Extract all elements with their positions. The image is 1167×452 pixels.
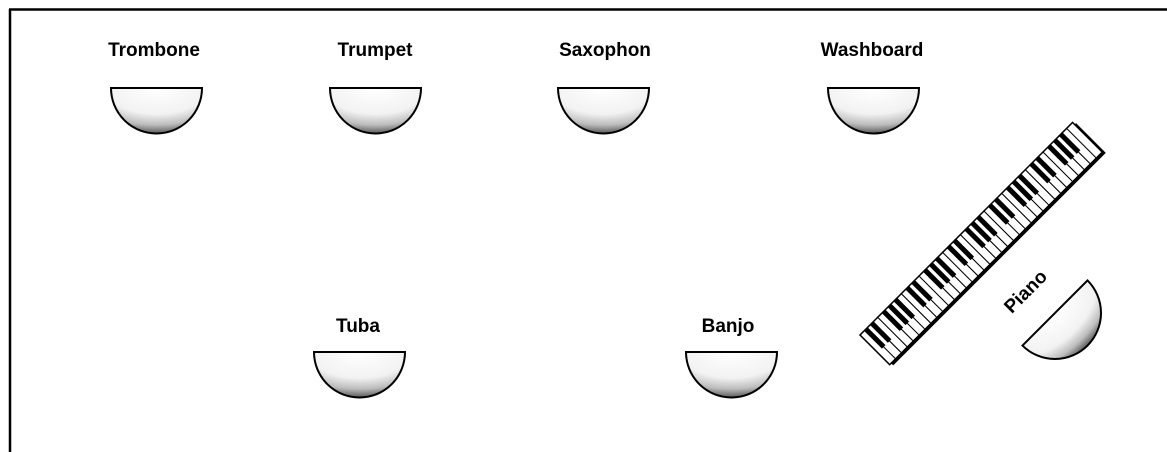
banjo-seat-icon	[686, 352, 777, 397]
tuba-seat-icon	[314, 352, 405, 397]
washboard-seat-icon	[828, 88, 919, 134]
instrument-trombone	[108, 40, 202, 134]
instrument-piano	[860, 121, 1120, 378]
instrument-washboard	[821, 40, 924, 134]
instrument-saxophon	[558, 40, 651, 134]
washboard-label: Washboard	[820, 40, 924, 61]
instrument-banjo	[686, 316, 777, 397]
saxophon-label: Saxophon	[559, 40, 651, 61]
banjo-label: Banjo	[701, 316, 755, 337]
piano-label: Piano	[1000, 266, 1052, 318]
instrument-tuba	[314, 316, 405, 397]
trumpet-label: Trumpet	[337, 40, 413, 61]
saxophon-seat-icon	[558, 88, 649, 134]
tuba-label: Tuba	[336, 316, 380, 337]
trombone-label: Trombone	[108, 40, 200, 61]
trombone-seat-icon	[111, 88, 202, 134]
instrument-trumpet	[330, 40, 421, 134]
trumpet-seat-icon	[330, 88, 421, 134]
